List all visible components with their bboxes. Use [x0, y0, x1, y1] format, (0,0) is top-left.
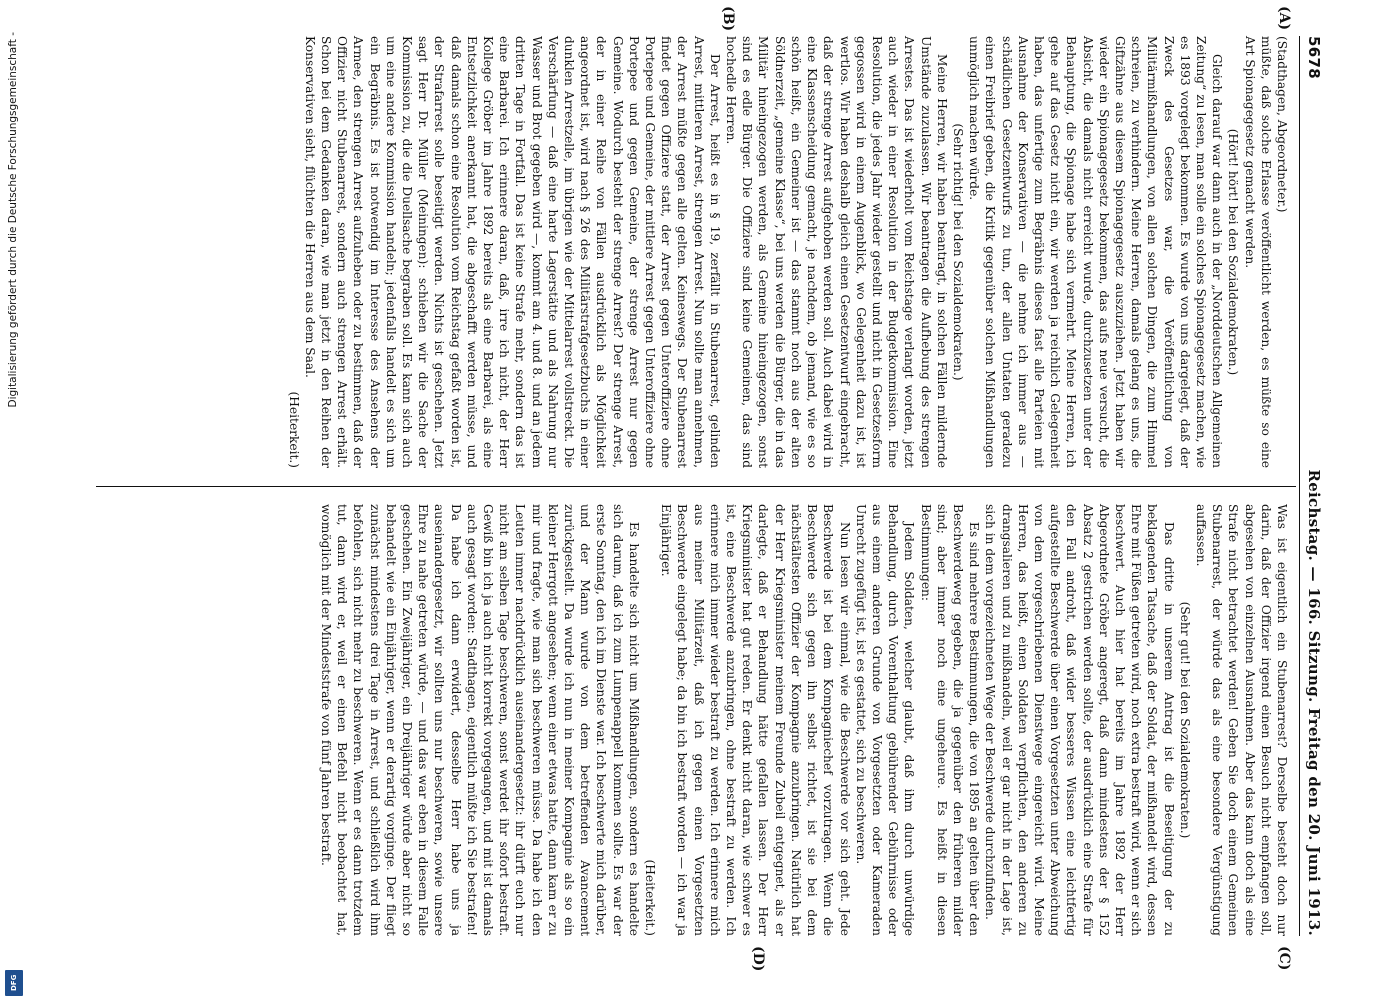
credit-text: Digitalisierung gefördert durch die Deutsche Forschungsgemeinschaft - — [7, 32, 19, 408]
paragraph: Jedem Soldaten, welcher glaubt, daß ihm durch unwürdige Behandlung, durch Vorenthaltung gebührender Gebührnisse oder aus einem anderen Grunde von Vorgesetzten oder Kameraden Unrecht zugefügt ist, ist es gestattet, sich zu beschweren. — [853, 504, 917, 936]
paragraph: (Sehr richtig! bei den Sozialdemokraten.) — [950, 123, 965, 381]
left-column — [285, 36, 1290, 468]
paragraph: Was ist eigentlich ein Stubenarrest? Derselbe besteht doch nur darin, daß der Offizier irgend einen Besuch nicht empfangen soll, abgesehen von einzelnen Ausnahmen. Aber das kann doch als eine Strafe nicht betrachtet werden! Geben Sie doch einem Gemeinen Stubenarrest, der würde das als eine besondere Vergünstigung auffassen. — [1193, 504, 1289, 936]
margin-marker-c: (C) — [1276, 946, 1292, 971]
paragraph: Nun lesen wir einmal, wie die Beschwerde vor sich geht. Jede Beschwerde ist bei dem Kompagniechef vorzutragen. Wenn die Beschwerde sich gegen ihn selbst richtet, ist sie bei dem nächstältesten Offizier der Kompagnie anzubringen. Natürlich hat der Herr Kriegsminister meinem Freunde Zubeil entgegnet, als er darlegte, daß er Behandlung hätte gefallen lassen. Der Herr Kriegsminister hat gut reden. Er denkt nicht daran, wie schwer es ist, eine Beschwerde anzubringen, ohne bestraft zu werden. Ich erinnere mich immer wieder bestraft zu werden. Ich erinnere mich aus meiner Militärzeit, daß ich gegen einen Vorgesetzten Beschwerde eingelegt habe; da bin ich bestraft worden — ich war ja Einjähriger. — [659, 504, 852, 936]
page-number: 5678 — [1305, 36, 1323, 79]
margin-marker-b: (B) — [720, 6, 736, 32]
right-column — [318, 504, 1290, 936]
page-header — [1302, 36, 1326, 936]
paragraph: Es handelte sich nicht um Mißhandlungen, sondern es handelte sich darum, daß ich zum Lumpenappell kommen sollte. Es war der erste Sonntag, den ich im Dienste war. Ich beschwerte mich darüber, und der Mann wurde von dem betreffenden Avancement zurückgestellt. Da wurde ich nun in meiner Kompagnie als so ein kleiner Herrgott angesehen; wenn einer etwas hatte, dann kam er zu mir und fragte, wie man sich beschweren müsse. Da habe ich den Leuten immer nachdrücklich auseinandergesetzt: ihr dürft euch nur nicht am selben Tage beschweren, sonst werdet ihr sofort bestraft. Gewiß bin ich ja auch nicht korrekt vorgegangen, und mit ist damals auch gesagt worden: Stadthagen, eigentlich müßte ich Sie bestrafen! Da habe ich dann erwidert, desselbe Herr habe uns ja auseinandergesetzt, wir sollten uns nur beschweren, sowie unsere Ehre zu nahe getreten würde, — und das war eben in diesem Falle geschehen. Ein Zweijähriger, ein Dreijähriger würde aber nicht so behandelt wie ein Einjähriger, wenn er derartig vorginge. Der fliegt zunächst mindestens drei Tage in Arrest, und schließlich wird ihm befohlen, sich nicht mehr zu beschweren. Wenn er es dann trotzdem tut, dann wird er, weil er einen Befehl nicht beobachtet hat, womöglich mit der Mindeststrafe von fünf Jahren bestraft. — [319, 504, 641, 936]
paragraph: Gleich darauf war dann auch in der „Norddeutschen Allgemeinen Zeitung“ zu lesen, man solle ein solches Spionagegesetz machen, wie es 1893 vorgelegt bekommen. Es wurde von uns dargelegt, daß der Zweck des Gesetzes war, die Veröffentlichung von Militärmißhandlungen, von allen solchen Dingen, die zum Himmel schreien, zu verhindern. Meine Herren, damals gelang es uns, die Giftzähne aus diesem Spionagegesetz auszuziehen. Jetzt haben wir wieder ein Spionagegesetz bekommen, das aufs neue versucht, die Absicht, die damals nicht erreicht wurde, durchzusetzen unter der Behauptung, die Spionage habe sich vermehrt. Meine Herren, ich gehe auf das Gesetz nicht ein, wir werden ja reichlich Gelegenheit haben, das unfertige zum Begräbnis dieses fast alle Parteien mit Ausnahme der Konservativen — die nehme ich immer aus — schädlichen Gesetzentwurfs zu tun, der allen Untaten geradezu einen Freibrief geben, die Kritik gegenüber solchen Mißhandlungen unmöglich machen würde. — [967, 36, 1225, 468]
paragraph: müßte, daß solche Erlasse veröffentlicht werden, es müßte so eine Art Spionagegesetz gemacht werden. — [1242, 36, 1273, 468]
paragraph: (Sehr gut! bei den Sozialdemokraten.) — [1177, 601, 1192, 839]
page-title: Reichstag. — 166. Sitzung. Freitag den 20. Juni 1913. — [1305, 469, 1323, 936]
newspaper-page — [86, 6, 1326, 1000]
paragraph: (Hört! hört! bei den Sozialdemokraten.) — [1226, 128, 1241, 376]
paragraph: (Heiterkeit.) — [643, 859, 658, 936]
paragraph: Meine Herren, wir haben beantragt, in solchen Fällen mildernde Umstände zuzulassen. Wir beantragen die Aufhebung des strengen Arrestes. Das ist wiederholt vom Reichstage verlangt worden, jetzt auch wieder in einer Resolution in der Budgetkommission. Eine Resolution, die jedes Jahr wieder gestellt und nicht in Gesetzesform gegossen wird in einem Augenblick, wo Gelegenheit dazu ist, ist wertlos. Wir haben deshalb gleich einen Gesetzentwurf eingebracht, daß der strenge Arrest aufgehoben werden soll. Auch dabei wird in eine Klassenscheidung gemacht, je nachdem, ob jemand, wie es so schön heißt, ein Gemeiner ist — das stammt noch aus der alten Söldnerzeit, „gemeine Klasse“, bei uns werden die Bürger, die in das Militär hineingezogen werden, als Gemeine hineingezogen, sonst sind es edle Bürger. Die Offiziere sind keine Gemeinen, das sind hochedle Herren. — [724, 36, 949, 468]
rotated-page-content — [86, 6, 1326, 972]
margin-marker-a: (A) — [1276, 6, 1292, 31]
margin-marker-d: (D) — [750, 946, 766, 972]
side-credit — [2, 0, 28, 1000]
column-divider — [96, 486, 1296, 487]
paragraph: Der Arrest, heißt es in § 19, zerfällt in Stubenarrest, gelinden Arrest, mittleren Arrest, strengen Arrest. Nun sollte man annehmen, der Arrest müßte gegen alle gelten. Keineswegs. Der Stubenarrest findet gegen Offiziere statt, der Arrest gegen Unteroffiziere ohne Portepee und Gemeine, der mittlere Arrest gegen Unteroffiziere ohne Portepee und gegen Gemeine, der strenge Arrest nur gegen Gemeine. Wodurch besteht der strenge Arrest? Der strenge Arrest, der in einer Reihe von Fällen ausdrücklich als Möglichkeit angeordnet ist, wird nach § 26 des Militärstrafgesetzbuchs in einer dunklen Arrestzelle, im übrigen wie der Mittelarrest vollstreckt. Die Verschärfung — daß eine harte Lagerstätte und als Nahrung nur Wasser und Brot gegeben wird —, kommt am 4. und 8. und an jedem dritten Tage in Fortfall. Das ist keine Strafe mehr, sondern das ist eine Barbarei. Ich erinnere daran, daß, irre ich nicht, der Herr Kollege Gröber im Jahre 1892 bereits als eine Barbarei, als eine Entsetzlichkeit anerkannt hat, die abgeschafft werden müsse, und daß damals schon eine Resolution vom Reichstag gefaßt worden ist, der Strafarrest solle beseitigt werden. Nichts ist geschehen. Jetzt sagt Herr Dr. Müller (Meiningen): schieben wir die Sache der Kommission zu, die die Duellsache begraben soll. Es kann sich auch um eine andere Kommission handeln; jedenfalls handelt es sich um ein Begräbnis. Es ist notwendig im Interesse des Ansehens der Armee, den strengen Arrest aufzuheben oder zu bestimmen, daß der Offizier nicht Stubenarrest, sondern auch strengen Arrest erhält. Schon bei dem Gedanken daran, wie man jetzt in den Reihen der Konservativen sieht, flüchten die Herren aus dem Saal. — [302, 36, 722, 468]
paragraph: Das dritte in unserem Antrag ist die Beseitigung der zu beklagenden Tatsache, daß der Soldat, der mißhandelt wird, dessen Ehre mit Füßen getreten wird, noch extra bestraft wird, wenn er sich beschwert. Auch hier hat bereits im Jahre 1892 der Herr Abgeordnete Gröber angeregt, daß dann mindestens der § 152 Absatz 2 gestrichen werden sollte, der ausdrücklich eine Strafe für den Fall androht, daß wider besseres Wissen eine leichtfertig aufgestellte Beschwerde über einen Vorgesetzten unter Abweichung von dem vorgeschriebenen Dienstwege eingereicht wird. Meine Herren, das heißt, einen Soldaten verpflichten, den anderen zu drangsalieren und zu mißhandeln, weil er gar nicht in der Lage ist, sich in dem vorgezeichneten Wege der Beschwerde durchzufinden. — [983, 504, 1176, 936]
paragraph: (Heiterkeit.) — [286, 391, 301, 468]
header-rule — [1299, 36, 1300, 936]
dfg-logo: DFG — [5, 970, 23, 996]
paragraph: (Stadthagen, Abgeordneter.) — [1275, 36, 1289, 213]
paragraph: Es sind mehrere Bestimmungen, die von 1895 an gelten über den Beschwerdeweg gegeben, die ja gegenüber den früheren milder sind; aber immer noch eine ungeheure. Es heißt in diesen Bestimmungen: — [918, 504, 982, 936]
